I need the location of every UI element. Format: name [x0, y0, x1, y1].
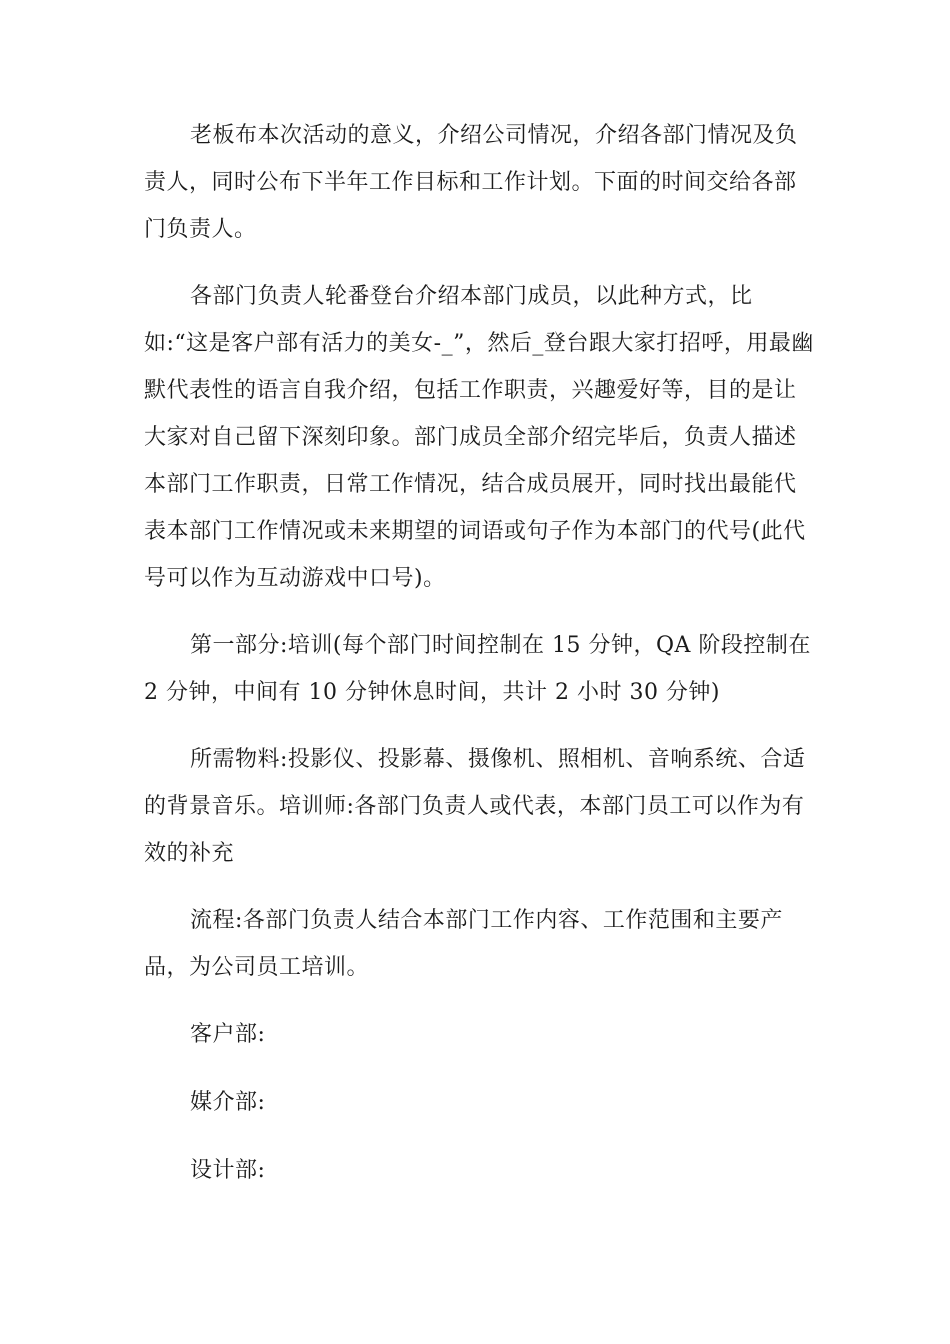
paragraph-materials: 所需物料:投影仪、投影幕、摄像机、照相机、音响系统、合适的背景音乐。培训师:各部门负责人或代表，本部门员工可以作为有效的补充 [144, 747, 806, 866]
paragraph-training-part: 第一部分:培训(每个部门时间控制在 15 分钟，QA 阶段控制在 2 分钟，中间有 10 分钟休息时间，共计 2 小时 30 分钟) [144, 633, 811, 705]
paragraph-design-dept: 设计部: [190, 1158, 266, 1183]
paragraph-process: 流程:各部门负责人结合本部门工作内容、工作范围和主要产品，为公司员工培训。 [144, 908, 783, 980]
document-body [144, 112, 816, 1215]
paragraph-client-dept: 客户部: [190, 1022, 266, 1047]
paragraph-department-intro: 各部门负责人轮番登台介绍本部门成员，以此种方式，比如:“这是客户部有活力的美女-_”，然后_登台跟大家打招呼，用最幽默代表性的语言自我介绍，包括工作职责，兴趣爱好等，目的是让大家对自己留下深刻印象。部门成员全部介绍完毕后，负责人描述本部门工作职责，日常工作情况，结合成员展开，同时找出最能代表本部门工作情况或未来期望的词语或句子作为本部门的代号(此代号可以作为互动游戏中口号)。 [144, 284, 814, 591]
paragraph-opening: 老板布本次活动的意义，介绍公司情况，介绍各部门情况及负责人，同时公布下半年工作目标和工作计划。下面的时间交给各部门负责人。 [144, 123, 798, 242]
paragraph-media-dept: 媒介部: [190, 1090, 266, 1115]
